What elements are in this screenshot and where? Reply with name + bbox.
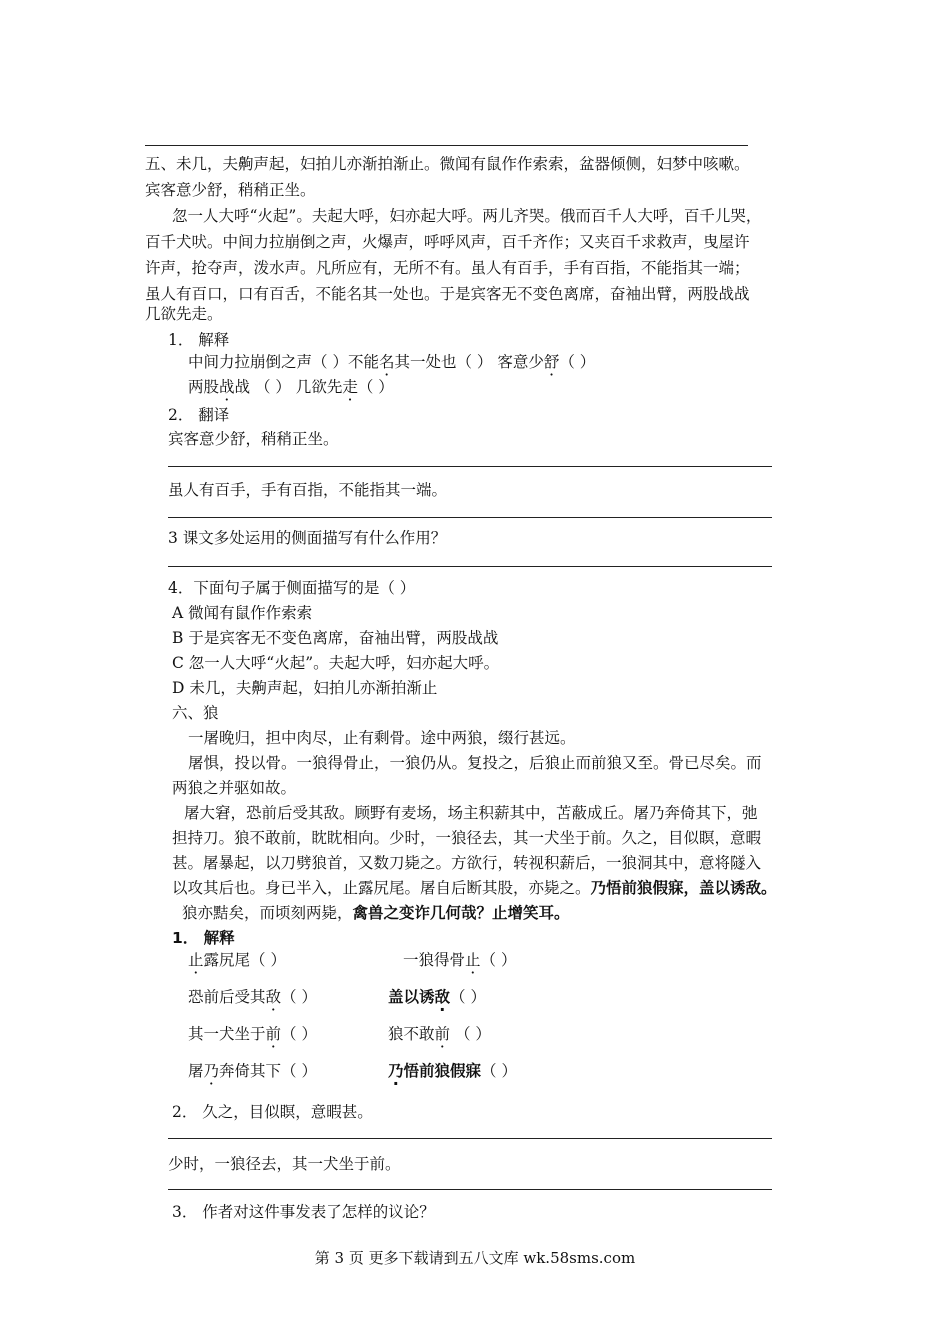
s6-q1-label: 1． 解释 xyxy=(172,929,235,947)
dotted-char: 战 xyxy=(219,378,235,396)
term: 狼不敢 xyxy=(388,1025,435,1043)
blank: （ ） xyxy=(480,951,517,969)
s5-q1-row1 xyxy=(188,350,595,372)
answer-line[interactable] xyxy=(168,566,772,567)
blank: （ ） xyxy=(281,1025,317,1043)
s6-r3a xyxy=(188,1022,317,1044)
blank: （ ） xyxy=(357,378,394,396)
s5-q1-label: 1． 解释 xyxy=(168,331,230,349)
s5-q2-sentence1: 宾客意少舒，稍稍正坐。 xyxy=(168,430,339,448)
s6-r4b xyxy=(388,1059,517,1081)
blank: （ ） xyxy=(281,988,317,1006)
term: 恐前后受其 xyxy=(188,988,266,1006)
answer-line[interactable] xyxy=(168,517,772,518)
s6-line6: 甚。屠暴起，以刀劈狼首，又数刀毙之。方欲行，转视积薪后，一狼洞其中，意将隧入 xyxy=(172,854,762,872)
bold-text: 乃悟前狼假寐，盖以诱敌。 xyxy=(590,879,777,897)
dotted-char: 走 xyxy=(342,378,358,396)
term: 其一处也（ ） 客意少 xyxy=(394,353,544,371)
term: 屠 xyxy=(188,1062,204,1080)
s5-q4: 4．下面句子属于侧面描写的是（ ） xyxy=(168,579,416,597)
dotted-char: 敌 xyxy=(265,988,282,1006)
plain-text: 以攻其后也。身已半入，止露尻尾。屠自后断其股，亦毙之。 xyxy=(172,879,591,897)
option-c: C 忽一人大呼“火起”。夫起大呼，妇亦起大呼。 xyxy=(172,654,500,672)
s5-p2-line4: 虽人有百口，口有百舌，不能名其一处也。于是宾客无不变色离席，奋袖出臂，两股战战 xyxy=(145,285,750,303)
s5-q2-sentence2: 虽人有百手，手有百指，不能指其一端。 xyxy=(168,481,448,499)
s5-q3: 3 课文多处运用的侧面描写有什么作用？ xyxy=(168,529,447,547)
s6-r2b xyxy=(388,985,486,1007)
blank: （ ）不能 xyxy=(312,353,379,371)
term: 两股 xyxy=(188,378,220,396)
s5-p2-line3: 许声，抢夺声，泼水声。凡所应有，无所不有。虽人有百手，手有百指，不能指其一端； xyxy=(145,259,750,277)
bold-text: 禽兽之变诈几何哉？止增笑耳。 xyxy=(352,904,570,922)
s5-p1-line1: 五、未几，夫齁声起，妇拍儿亦渐拍渐止。微闻有鼠作作索索，盆器倾侧，妇梦中咳嗽。 xyxy=(145,155,750,173)
term: 奔倚其下（ ） xyxy=(219,1062,317,1080)
blank: （ ） xyxy=(450,988,486,1006)
dotted-char: 乃 xyxy=(388,1062,404,1080)
dotted-char: 舒 xyxy=(543,353,560,371)
s6-line3: 两狼之并驱如故。 xyxy=(172,779,297,797)
s6-r1b xyxy=(403,948,516,970)
top-rule xyxy=(145,145,748,146)
plain-text: 狼亦黠矣，而顷刻两毙， xyxy=(182,904,353,922)
option-a: A 微闻有鼠作作索索 xyxy=(172,604,313,622)
blank: （ ） xyxy=(450,1025,491,1043)
s6-line5: 担持刀。狼不敢前，眈眈相向。少时，一狼径去，其一犬坐于前。久之，目似瞑，意暇 xyxy=(172,829,762,847)
option-d: D 未几，夫齁声起，妇拍儿亦渐拍渐止 xyxy=(172,679,438,697)
answer-line[interactable] xyxy=(168,1138,772,1139)
dotted-char: 前 xyxy=(265,1025,282,1043)
term: 战 （ ） 几欲先 xyxy=(234,378,343,396)
term: 露尻尾（ ） xyxy=(203,951,286,969)
term: 盖以诱 xyxy=(388,988,435,1006)
blank: （ ） xyxy=(559,353,596,371)
term: 其一犬坐于 xyxy=(188,1025,266,1043)
s6-title: 六、狼 xyxy=(172,704,219,722)
dotted-char: 止 xyxy=(188,951,204,969)
option-b: B 于是宾客无不变色离席，奋袖出臂，两股战战 xyxy=(172,629,499,647)
dotted-char: 前 xyxy=(434,1025,451,1043)
s6-line7 xyxy=(172,876,777,898)
s6-r2a xyxy=(188,985,317,1007)
dotted-char: 止 xyxy=(465,951,481,969)
s6-line8 xyxy=(182,901,570,923)
s6-r3b xyxy=(388,1022,491,1044)
term: 中间力拉崩倒之声 xyxy=(188,353,313,371)
s6-line1: 一屠晚归，担中肉尽，止有剩骨。途中两狼，缀行甚远。 xyxy=(188,729,576,747)
s6-line2: 屠惧，投以骨。一狼得骨止，一狼仍从。复投之，后狼止而前狼又至。骨已尽矣。而 xyxy=(188,754,762,772)
s6-q2: 2． 久之，目似瞑，意暇甚。 xyxy=(172,1103,373,1121)
s6-q3: 3． 作者对这件事发表了怎样的议论？ xyxy=(172,1203,435,1221)
s5-p2-line1: 忽一人大呼“火起”。夫起大呼，妇亦起大呼。两儿齐哭。俄而百千人大呼，百千儿哭， xyxy=(172,207,762,225)
s5-q2-label: 2． 翻译 xyxy=(168,406,230,424)
s6-line4: 屠大窘，恐前后受其敌。顾野有麦场，场主积薪其中，苫蔽成丘。屠乃奔倚其下，弛 xyxy=(184,804,758,822)
s5-p2-line5: 几欲先走。 xyxy=(145,305,223,323)
s6-r4a xyxy=(188,1059,317,1081)
term: 悟前狼假寐 xyxy=(403,1062,482,1080)
term: 一狼得骨 xyxy=(403,951,466,969)
s6-q2-sentence2: 少时，一狼径去，其一犬坐于前。 xyxy=(168,1155,401,1173)
dotted-char: 名 xyxy=(378,353,395,371)
dotted-char: 乃 xyxy=(203,1062,220,1080)
dotted-char: 敌 xyxy=(434,988,451,1006)
answer-line[interactable] xyxy=(168,1189,772,1190)
s5-p1-line2: 宾客意少舒，稍稍正坐。 xyxy=(145,181,316,199)
s5-q1-row2 xyxy=(188,375,394,397)
s6-r1a xyxy=(188,948,286,970)
blank: （ ） xyxy=(481,1062,517,1080)
answer-line[interactable] xyxy=(168,466,772,467)
s5-p2-line2: 百千犬吠。中间力拉崩倒之声，火爆声，呼呼风声，百千齐作；又夹百千求救声，曳屋许 xyxy=(145,233,750,251)
page-footer: 第 3 页 更多下载请到五八文库 wk.58sms.com xyxy=(314,1249,636,1267)
